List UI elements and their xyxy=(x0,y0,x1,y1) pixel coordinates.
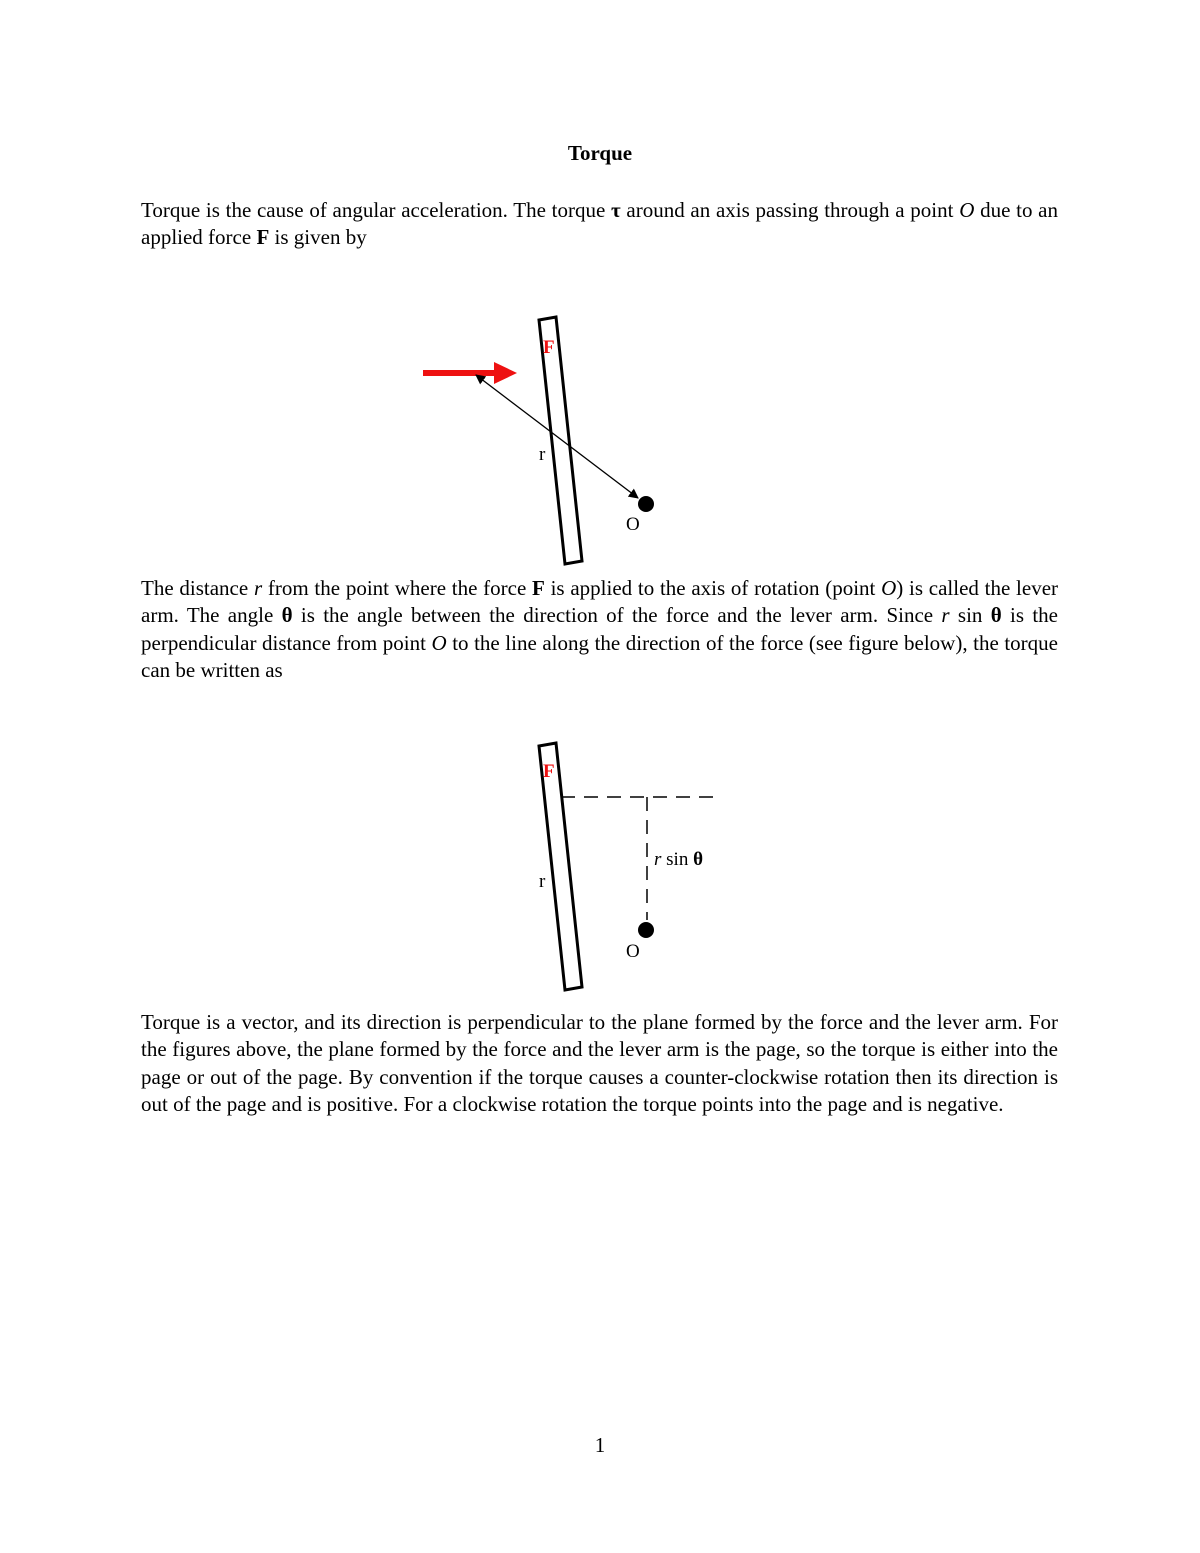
intro-text: is given by xyxy=(269,225,367,250)
lever-arm-label: r xyxy=(539,444,546,465)
intro-text: around an axis passing through a point xyxy=(620,198,960,222)
force-symbol: F xyxy=(256,225,270,250)
force-symbol: F xyxy=(532,576,545,600)
point-o: O xyxy=(431,630,447,655)
lever-text: The distance xyxy=(141,576,254,600)
r-sin-theta-label xyxy=(654,849,703,870)
perpendicular-distance-figure xyxy=(0,730,1200,1000)
lever-text: is applied to the axis of rotation (point xyxy=(544,576,882,600)
page-title: Torque xyxy=(567,141,633,165)
lever-text: ) is called the lever arm. The angle xyxy=(141,576,1059,628)
r-symbol: r xyxy=(253,576,263,600)
theta-symbol: θ xyxy=(990,603,1002,628)
page-number: 1 xyxy=(594,1433,606,1457)
r-symbol: r xyxy=(941,603,950,628)
vector-paragraph: Torque is a vector, and its direction is perpendicular to the plane formed by the force and the lever arm. For the figures above, the plane formed by the force and the lever arm is the page, so the torque is either into the page or out of the page. By convention if the torque causes a counter-clockwise rotation then its direction is out of the page and is positive. For a clockwise rotation the torque points into the page and is negative. xyxy=(141,1010,1058,1116)
lever-arm-label: r xyxy=(539,871,546,892)
theta-symbol: θ xyxy=(693,849,704,870)
intro-text: Torque is the cause of angular acceleration. The torque xyxy=(141,198,611,222)
lever-text: from the point where the force xyxy=(262,576,533,600)
lever-text: is the perpendicular distance from point xyxy=(141,603,1059,655)
axis-label: O xyxy=(626,514,640,535)
axis-label: O xyxy=(626,941,640,962)
lever-arm-paragraph xyxy=(141,575,1058,684)
intro-paragraph xyxy=(141,197,1058,252)
axis-point xyxy=(638,496,654,512)
theta-symbol: θ xyxy=(281,603,293,628)
lever-text: is the angle between the direction of the force and the lever arm. Since xyxy=(292,603,942,628)
force-label: F xyxy=(543,337,555,358)
axis-point xyxy=(638,922,654,938)
force-label: F xyxy=(543,761,555,782)
tau-symbol: τ xyxy=(610,198,621,222)
lever-arm-figure xyxy=(0,300,1200,580)
point-o: O xyxy=(881,576,897,600)
force-arrow-head xyxy=(494,362,517,384)
lever-text: sin xyxy=(949,603,991,628)
sin-text: sin xyxy=(661,849,694,870)
r-symbol: r xyxy=(654,849,662,870)
intro-text: due to an applied force xyxy=(141,198,1059,250)
point-o: O xyxy=(959,198,975,222)
lever-text: to the line along the direction of the force (see figure below), the torque can be written as xyxy=(141,630,1058,682)
